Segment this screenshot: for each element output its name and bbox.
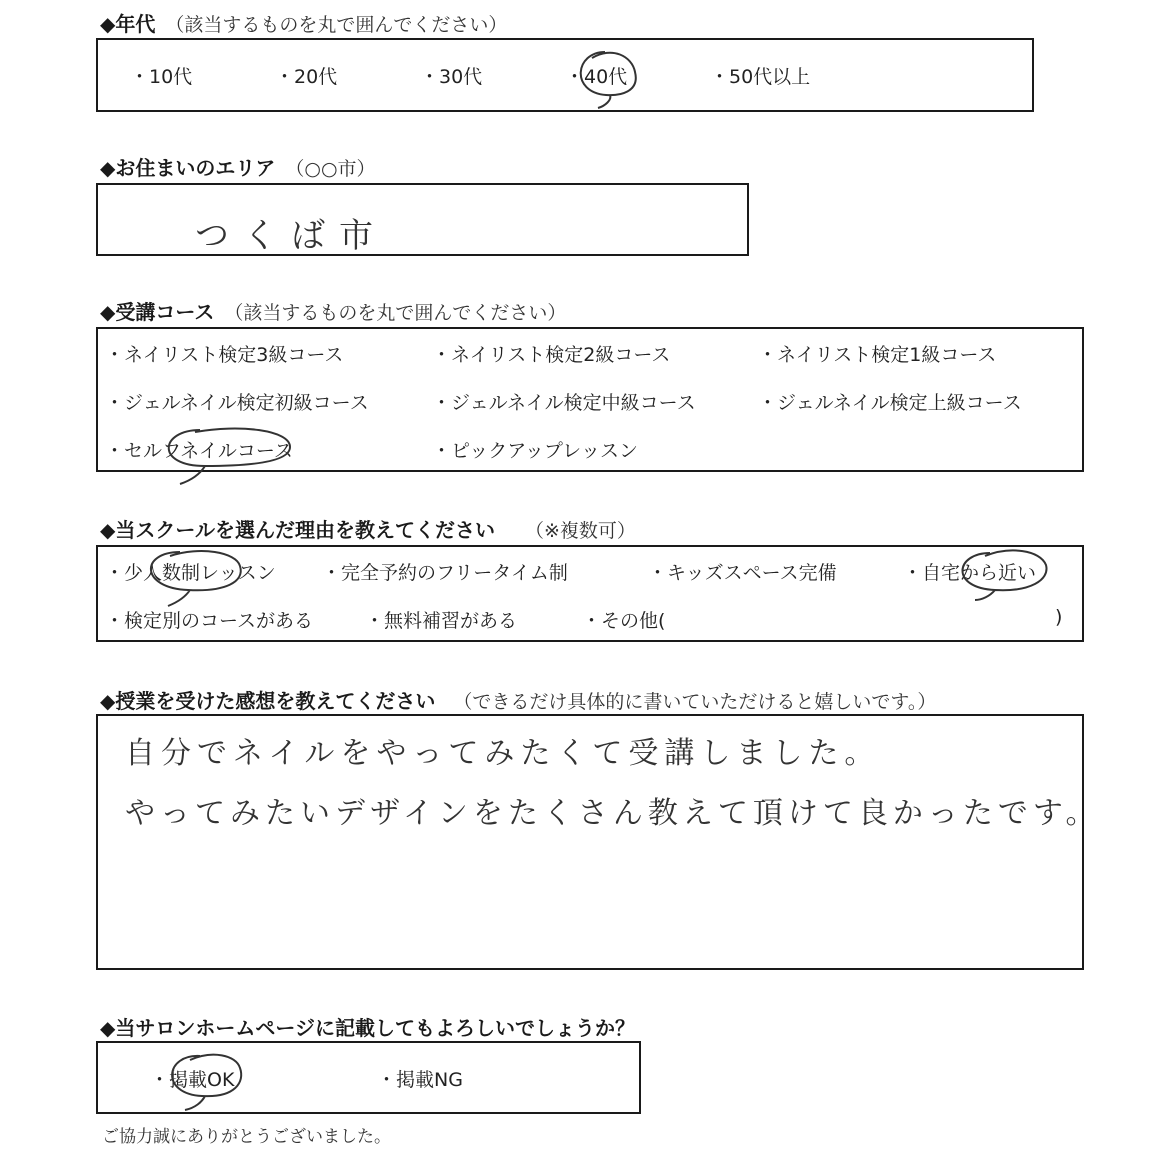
age-heading-note: （該当するものを丸で囲んでください） (165, 14, 508, 36)
course-option-self-nail[interactable]: ・セルフネイルコース (105, 440, 293, 462)
course-option-nailist-2[interactable]: ・ネイリスト検定2級コース (432, 344, 671, 366)
course-heading-note: （該当するものを丸で囲んでください） (224, 302, 567, 324)
reason-option-free-supplementary[interactable]: ・無料補習がある (365, 610, 518, 632)
impression-heading-note: （できるだけ具体的に書いていただけると嬉しいです。） (453, 691, 937, 713)
publish-option-ok[interactable]: ・掲載OK (150, 1069, 235, 1091)
reason-option-other[interactable]: ・その他( (582, 610, 666, 632)
reason-heading-title: ◆当スクールを選んだ理由を教えてください (100, 518, 495, 542)
course-option-gel-advanced[interactable]: ・ジェルネイル検定上級コース (758, 392, 1022, 414)
course-option-nailist-1[interactable]: ・ネイリスト検定1級コース (758, 344, 997, 366)
age-option-40s[interactable]: ・40代 (565, 66, 628, 88)
course-heading-title: ◆受講コース (100, 300, 215, 324)
age-option-50s-plus[interactable]: ・50代以上 (710, 66, 811, 88)
course-option-pickup-lesson[interactable]: ・ピックアップレッスン (432, 440, 638, 462)
course-option-gel-intermediate[interactable]: ・ジェルネイル検定中級コース (432, 392, 696, 414)
age-option-30s[interactable]: ・30代 (420, 66, 483, 88)
impression-line-1: 自分でネイルをやってみたくて受講しました。 (125, 736, 881, 771)
area-heading (100, 152, 376, 181)
thank-you-note: ご協力誠にありがとうございました。 (102, 1127, 391, 1147)
age-option-20s[interactable]: ・20代 (275, 66, 338, 88)
course-option-gel-beginner[interactable]: ・ジェルネイル検定初級コース (105, 392, 369, 414)
reason-heading-note: （※複数可） (524, 520, 636, 542)
age-heading (100, 8, 507, 37)
impression-line-2: やってみたいデザインをたくさん教えて頂けて良かったです。 (125, 796, 1101, 831)
publish-heading (100, 1012, 635, 1041)
reason-option-other-close-paren: ) (1055, 606, 1063, 628)
reason-option-close-to-home[interactable]: ・自宅から近い (903, 562, 1037, 584)
age-option-10s[interactable]: ・10代 (130, 66, 193, 88)
impression-heading (100, 685, 936, 714)
reason-option-kids-space[interactable]: ・キッズスペース完備 (648, 562, 837, 584)
reason-option-flexible-booking[interactable]: ・完全予約のフリータイム制 (322, 562, 568, 584)
reason-heading (100, 514, 636, 543)
publish-heading-title: ◆当サロンホームページに記載してもよろしいでしょうか？ (100, 1016, 635, 1040)
area-heading-title: ◆お住まいのエリア (100, 156, 276, 180)
reason-option-exam-courses[interactable]: ・検定別のコースがある (105, 610, 314, 632)
age-heading-title: ◆年代 (100, 12, 156, 36)
area-answer-box[interactable] (96, 183, 749, 256)
publish-option-ng[interactable]: ・掲載NG (377, 1069, 463, 1091)
area-heading-note: （○○市） (285, 158, 376, 180)
course-option-nailist-3[interactable]: ・ネイリスト検定3級コース (105, 344, 344, 366)
area-answer-handwritten: つくば市 (195, 216, 387, 256)
course-heading (100, 296, 566, 325)
reason-option-small-class[interactable]: ・少人数制レッスン (105, 562, 276, 584)
impression-heading-title: ◆授業を受けた感想を教えてください (100, 689, 436, 713)
